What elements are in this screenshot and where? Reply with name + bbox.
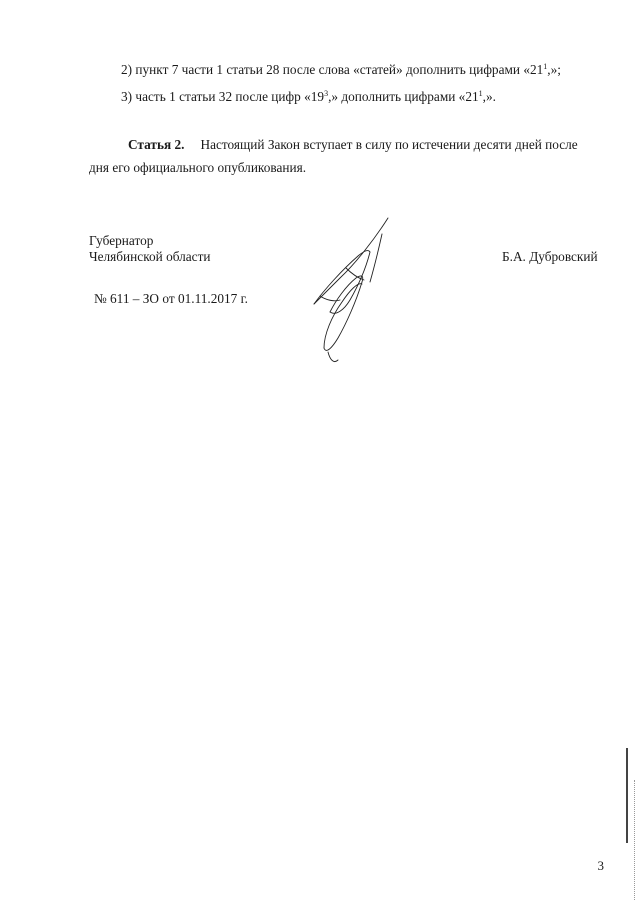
article-2-continuation xyxy=(89,160,306,176)
page-number: 3 xyxy=(597,858,604,873)
signatory-position-line1: Губернатор xyxy=(89,233,154,248)
amendment-item-2 xyxy=(121,62,561,78)
amendment-text-end: ,»; xyxy=(547,62,561,77)
law-number: № 611 – ЗО от 01.11.2017 г. xyxy=(94,291,248,306)
signatory-name: Б.А. Дубровский xyxy=(502,249,598,264)
amendment-item-3 xyxy=(121,89,496,105)
amendment-text-end: ,». xyxy=(482,89,496,104)
superscript: 1 xyxy=(543,62,548,71)
signature-image xyxy=(300,212,400,372)
article-2-paragraph xyxy=(128,137,578,153)
scan-edge-mark xyxy=(626,748,628,843)
article-2-text: Настоящий Закон вступает в силу по истечении десяти дней после xyxy=(200,137,578,152)
superscript: 3 xyxy=(324,89,329,98)
amendment-text: 2) пункт 7 части 1 статьи 28 после слова «статей» дополнить цифрами «21 xyxy=(121,62,544,77)
article-2-heading: Статья 2. xyxy=(128,137,185,152)
signatory-position-line2: Челябинской области xyxy=(89,249,211,264)
scan-edge-dots xyxy=(634,780,636,900)
superscript: 1 xyxy=(478,89,483,98)
amendment-text: 3) часть 1 статьи 32 после цифр «19 xyxy=(121,89,325,104)
amendment-text-middle: ,» дополнить цифрами «21 xyxy=(328,89,479,104)
article-2-text: дня его официального опубликования. xyxy=(89,160,307,175)
